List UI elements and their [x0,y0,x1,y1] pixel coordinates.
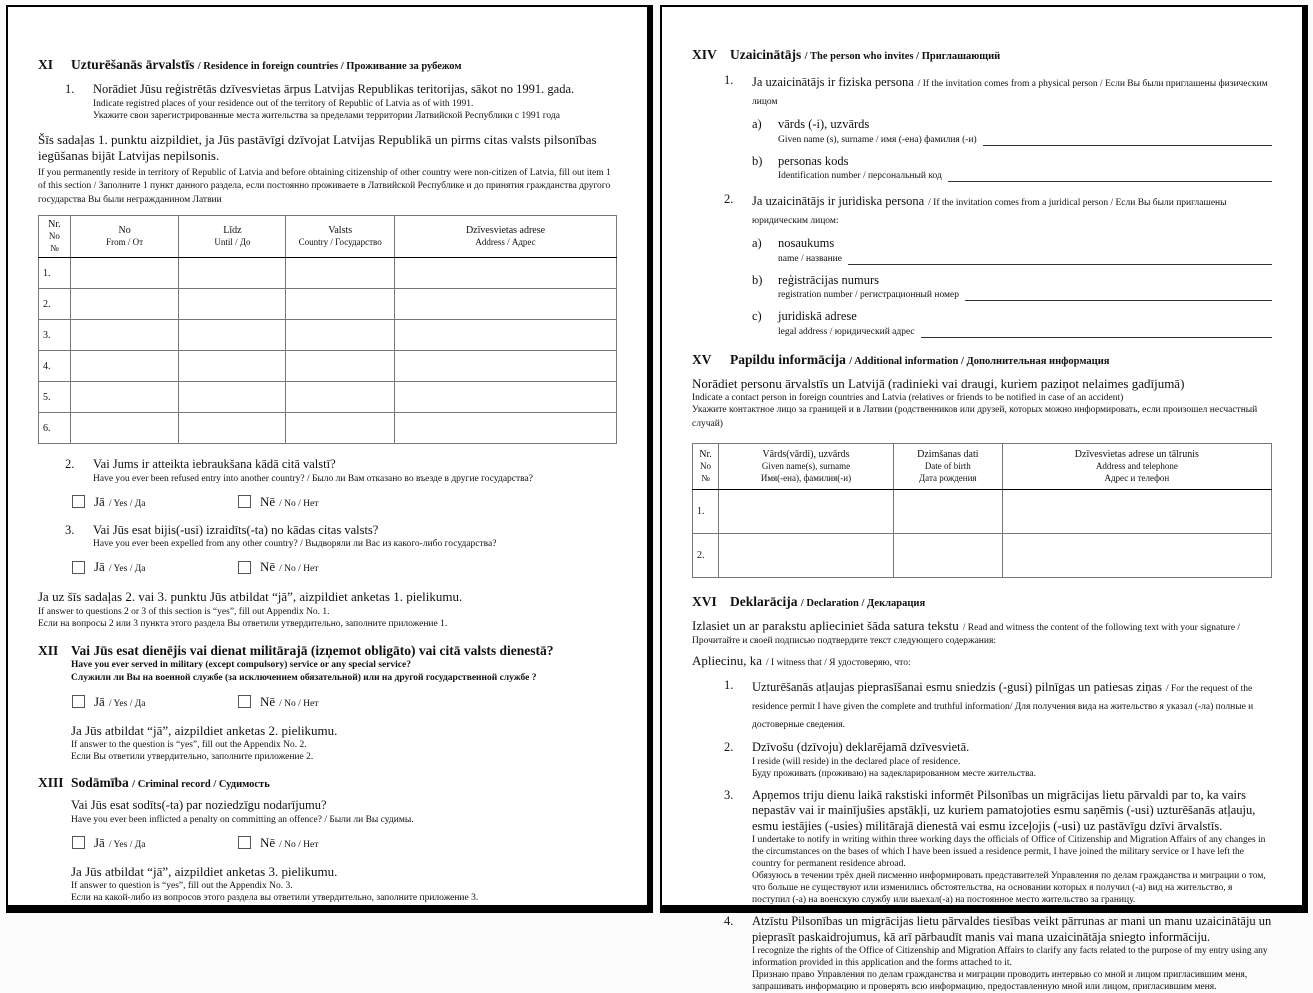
table-cell[interactable] [179,289,286,320]
table-cell[interactable] [179,351,286,382]
section-number: XV [692,351,712,367]
table-cell[interactable] [70,320,179,351]
table-cell[interactable] [395,351,617,382]
answer-yes: Jā / Yes / Да [72,834,238,852]
checkbox-yes-q3[interactable] [72,561,85,574]
section-number: XII [38,642,59,658]
checkbox-no-xii[interactable] [238,695,251,708]
col-address: Dzīvesvietas adrese Address / Адрес [395,216,617,258]
col-name: Vārds(vārdi), uzvārds Given name(s), surname Имя(-ена), фамилия(-и) [719,444,894,490]
col-date-of-birth: Dzimšanas dati Date of birth Дата рождения [893,444,1002,490]
table-cell[interactable] [179,382,286,413]
checkbox-yes-xiii[interactable] [72,836,85,849]
appendix-2-note: Ja Jūs atbildat “jā”, aizpildiet anketas 2. pielikumu. If answer to the question is “yes”, fill out the Appendix No. 2. Если Вы ответили утвердительно, заполните приложение 2. [71,722,338,762]
table-cell[interactable] [286,351,395,382]
field-personal-code: b) personas kods Identification number / персональный код [752,154,1272,183]
table-row: 1. [39,258,617,289]
inviter-item-1: 1. Ja uzaicinātājs ir fiziska persona / If the invitation comes from a physical person / Если Вы были приглашены физическим лицом [724,73,1268,107]
checkbox-yes-xii[interactable] [72,695,85,708]
table-cell[interactable] [179,320,286,351]
table-cell[interactable] [395,289,617,320]
section-title: Uzaicinātājs / The person who invites / Приглашающий [730,47,1001,62]
checkbox-no-q3[interactable] [238,561,251,574]
answer-yes: Jā / Yes / Да [72,693,238,711]
checkbox-no-q2[interactable] [238,495,251,508]
table-cell[interactable] [719,534,894,578]
table-row: 2. [39,289,617,320]
checkbox-yes-q2[interactable] [72,495,85,508]
col-country: Valsts Country / Государство [286,216,395,258]
table-cell[interactable] [395,413,617,444]
declaration-item-1: 1. Uzturēšanās atļaujas pieprasīšanai esmu sniedzis (-gusi) pilnīgas un patiesas ziņas / For the request of the residence permit I have given the complete and truthful information/ Для получения вида на жительство я указал (-ла) полные и достоверные сведения. [724,678,1254,730]
section-xiv-heading [692,47,1272,63]
contacts-table [692,443,1272,578]
question-xiii: Vai Jūs esat sodīts(-ta) par noziedzīgu nodarījumu? Have you ever been inflicted a penalty on committing an offence? / Были ли Вы судимы. [71,798,414,825]
question-2: 2. Vai Jums ir atteikta iebraukšana kādā citā valstī? Have you ever been refused entry into another country? / Было ли Вам отказано во въезде в другие государства? [65,457,617,485]
answer-no: Nē / No / Нет [238,493,404,511]
declaration-item-3: 3. Apņemos triju dienu laikā rakstiski informēt Pilsonības un migrācijas lietu pārvaldi par to, ka vairs nepastāv vai ir mainījušies apstākļi, uz kuriem pamatojoties esmu saņēmis (-usi) uzturēšanās atļauju, esmu iestājies (-usies) militārajā dienestā vai esmu izceļojis (-usi) uz pastāvīgu dzīvi ārvalstīs. I undertake to notify in writing within three working days the officials of Office of Citizenship and Migration Affairs of any changes in the circumstances on the bases of which I have been issued a residence permit, I have joined the military service or I have left the country for permanent residence abroad. Обязуюсь в течении трёх дней писменно информировать представителей Управления по делам гражданства и миграции о том, что больше не существуют или изменились обстоятельства, на основании которых я получил (-а) вид на жительство, я поступил (-а) на военскую службу или выехал(-а) на постоянное место жительство за границу. [724,787,1266,905]
section-xv-heading [692,352,1272,368]
table-row: 2. [693,534,1272,578]
section-number: XIII [38,775,64,790]
residence-table-header [39,216,617,258]
field-name-surname: a) vārds (-i), uzvārds Given name (s), surname / имя (-ена) фамилия (-и) [752,117,1272,146]
question-3-text: Vai Jūs esat bijis(-usi) izraidīts(-ta) no kādas citas valsts? [93,522,379,537]
table-cell[interactable] [1002,490,1271,534]
contacts-table-header [693,444,1272,490]
question-3: 3. Vai Jūs esat bijis(-usi) izraidīts(-ta) no kādas citas valsts? Have you ever been expelled from any other country? / Выдворяли ли Вас из какого-либо государства? [65,523,617,551]
section-title: Papildu informācija / Additional information / Дополнительная информация [730,351,1110,367]
legal-address-input-line[interactable] [921,327,1272,338]
section-xvi-heading [692,594,1272,610]
table-cell[interactable] [395,258,617,289]
col-nr: Nr. No № [39,216,71,258]
section-number: XVI [692,594,717,609]
section-xii-heading: XII Vai Jūs esat dienējis vai dienat militārajā (izņemot obligāto) vai citā valsts dienestā? Have you ever served in military (except compulsory) service or any special service? Служили ли Вы на военной службе (за исключением обязательной) или на другой государственной службе ? [38,643,617,685]
residence-table [38,215,617,444]
answer-yes: Jā / Yes / Да [72,493,238,511]
table-cell[interactable] [395,320,617,351]
answer-no: Nē / No / Нет [238,834,404,852]
field-legal-address: c) juridiskā adrese legal address / юридический адрес [752,309,1272,338]
table-cell[interactable] [395,382,617,413]
table-cell[interactable] [70,413,179,444]
table-row: 6. [39,413,617,444]
table-cell[interactable] [893,534,1002,578]
company-name-input-line[interactable] [848,254,1272,265]
inviter-item-2: 2. Ja uzaicinātājs ir juridiska persona / If the invitation comes from a juridical person / Если Вы были приглашены юридическим лицом: [724,192,1227,226]
section-xi-note: Šīs sadaļas 1. punktu aizpildiet, ja Jūs pastāvīgi dzīvojat Latvijas Republikā un pirms citas valsts pilsonības iegūšanas bijāt Latvijas nepilsonis. If you permanently reside in territory of Republic of Latvia and before obtaining citizenship of other country were non-citizen of Latvia, fill out item 1 of this section / Заполните 1 пункт данного раздела, если постоянно проживаете в Латвийской Республике и до принятия гражданства другого государства Вы были негражданином Латвии [38,131,611,205]
table-cell[interactable] [893,490,1002,534]
table-cell[interactable] [70,351,179,382]
section-xii-answers [72,693,617,711]
form-page-right [660,5,1308,992]
table-cell[interactable] [70,289,179,320]
field-registration-number: b) reģistrācijas numurs registration number / регистрационный номер [752,273,1272,302]
name-surname-input-line[interactable] [983,135,1272,146]
table-row: 5. [39,382,617,413]
col-until: Līdz Until / До [179,216,286,258]
table-cell[interactable] [286,289,395,320]
section-xiii-heading [38,775,617,791]
question-2-answers [72,493,617,511]
declaration-item-2: 2. Dzīvošu (dzīvoju) deklarējamā dzīvesvietā. I reside (will reside) in the declared place of residence. Буду проживать (проживаю) на задекларированном месте жительства. [724,740,1037,779]
form-page-left [6,5,653,913]
table-cell[interactable] [179,258,286,289]
appendix-3-note: Ja Jūs atbildat “jā”, aizpildiet anketas 3. pielikumu. If answer to question is “yes”, fill out the Appendix No. 3. Если на какой-либо из вопросов этого раздела вы ответили утвердительно, заполните приложение 3. [71,863,479,903]
question-2-text: Vai Jums ir atteikta iebraukšana kādā citā valstī? [93,457,336,471]
section-title: Sodāmība / Criminal record / Судимость [71,775,270,790]
answer-no: Nē / No / Нет [238,693,404,711]
section-xi-heading [38,57,617,73]
col-from: No From / От [70,216,179,258]
table-cell[interactable] [1002,534,1271,578]
col-nr: Nr. No № [693,444,719,490]
table-row: 1. [693,490,1272,534]
declaration-item-4: 4. Atzīstu Pilsonības un migrācijas lietu pārvaldes tiesības veikt pārrunas ar mani un manu uzaicinātāju un pieprasīt paskaidrojumus, kā arī pārbaudīt manis vai mana uzaicinātāja sniegto informāciju. I recognize the rights of the Office of Citizenship and Migration Affairs to clarify any facts related to the purpose of my entry using any information provided in this application and the forms attached to it. Признаю право Управления по делам гражданства и миграции проводить интервью со мной и лицом пригласившим меня, запрашивать информацию и проверять всю информацию, предоставленную мной или лицом, пригласившим меня. [724,914,1272,992]
answer-yes: Jā / Yes / Да [72,558,238,576]
section-number: XIV [692,47,717,62]
col-address-telephone: Dzīvesvietas adrese un tālrunis Address and telephone Адрес и телефон [1002,444,1271,490]
personal-code-input-line[interactable] [948,171,1272,182]
table-cell[interactable] [70,258,179,289]
section-title: Vai Jūs esat dienējis vai dienat militārajā (izņemot obligāto) vai citā valsts dienestā? [71,642,554,658]
declaration-witness-line: Apliecinu, ka / I witness that / Я удостоверяю, что: [692,653,911,668]
declaration-intro: Izlasiet un ar parakstu aplieciniet šāda satura tekstu / Read and witness the content of the following text with your signature / Прочитайте и своей подписью подтвердите текст следующего содержания: [692,618,1241,646]
table-cell[interactable] [179,413,286,444]
answer-no: Nē / No / Нет [238,558,404,576]
table-cell[interactable] [286,382,395,413]
table-cell[interactable] [286,413,395,444]
field-company-name: a) nosaukums name / название [752,236,1272,265]
section-number: XI [38,57,54,72]
table-cell[interactable] [70,382,179,413]
question-3-answers [72,558,617,576]
checkbox-no-xiii[interactable] [238,836,251,849]
table-row: 4. [39,351,617,382]
question-1-text: Norādiet Jūsu reģistrētās dzīvesvietas ārpus Latvijas Republikas teritorijas, sākot no 1991. gada. [93,82,575,96]
registration-number-input-line[interactable] [965,290,1272,301]
table-cell[interactable] [286,258,395,289]
appendix-1-note: Ja uz šīs sadaļas 2. vai 3. punktu Jūs atbildat “jā”, aizpildiet anketas 1. pielikumu. If answer to questions 2 or 3 of this section is “yes”, fill out Appendix No. 1. Если на вопросы 2 или 3 пункта этого раздела Вы ответили утвердительно, заполните приложение 1. [38,589,463,629]
section-title: Uzturēšanās ārvalstīs / Residence in foreign countries / Проживание за рубежом [71,57,462,72]
section-title: Deklarācija / Declaration / Декларация [730,594,926,609]
section-xv-intro: Norādiet personu ārvalstīs un Latvijā (radinieki vai draugi, kuriem paziņot nelaimes gadījumā) Indicate a contact person in foreign countries and Latvia (relatives or friends to be notified in case of an accident) Укажите контактное лицо за границей и в Латвии (родственников или друзей, которых можно информировать, если произошел несчастный случай) [692,375,1258,429]
table-cell[interactable] [286,320,395,351]
table-cell[interactable] [719,490,894,534]
table-row: 3. [39,320,617,351]
section-xiii-answers [72,834,617,852]
question-1: 1. Norādiet Jūsu reģistrētās dzīvesvietas ārpus Latvijas Republikas teritorijas, sākot no 1991. gada. Indicate registred places of your residence out of the territory of Republic of Latvia as of with 1991. Укажите свои зарегистрированные места жительства за пределами территории Латвийской Республики с 1991 года [65,82,617,122]
